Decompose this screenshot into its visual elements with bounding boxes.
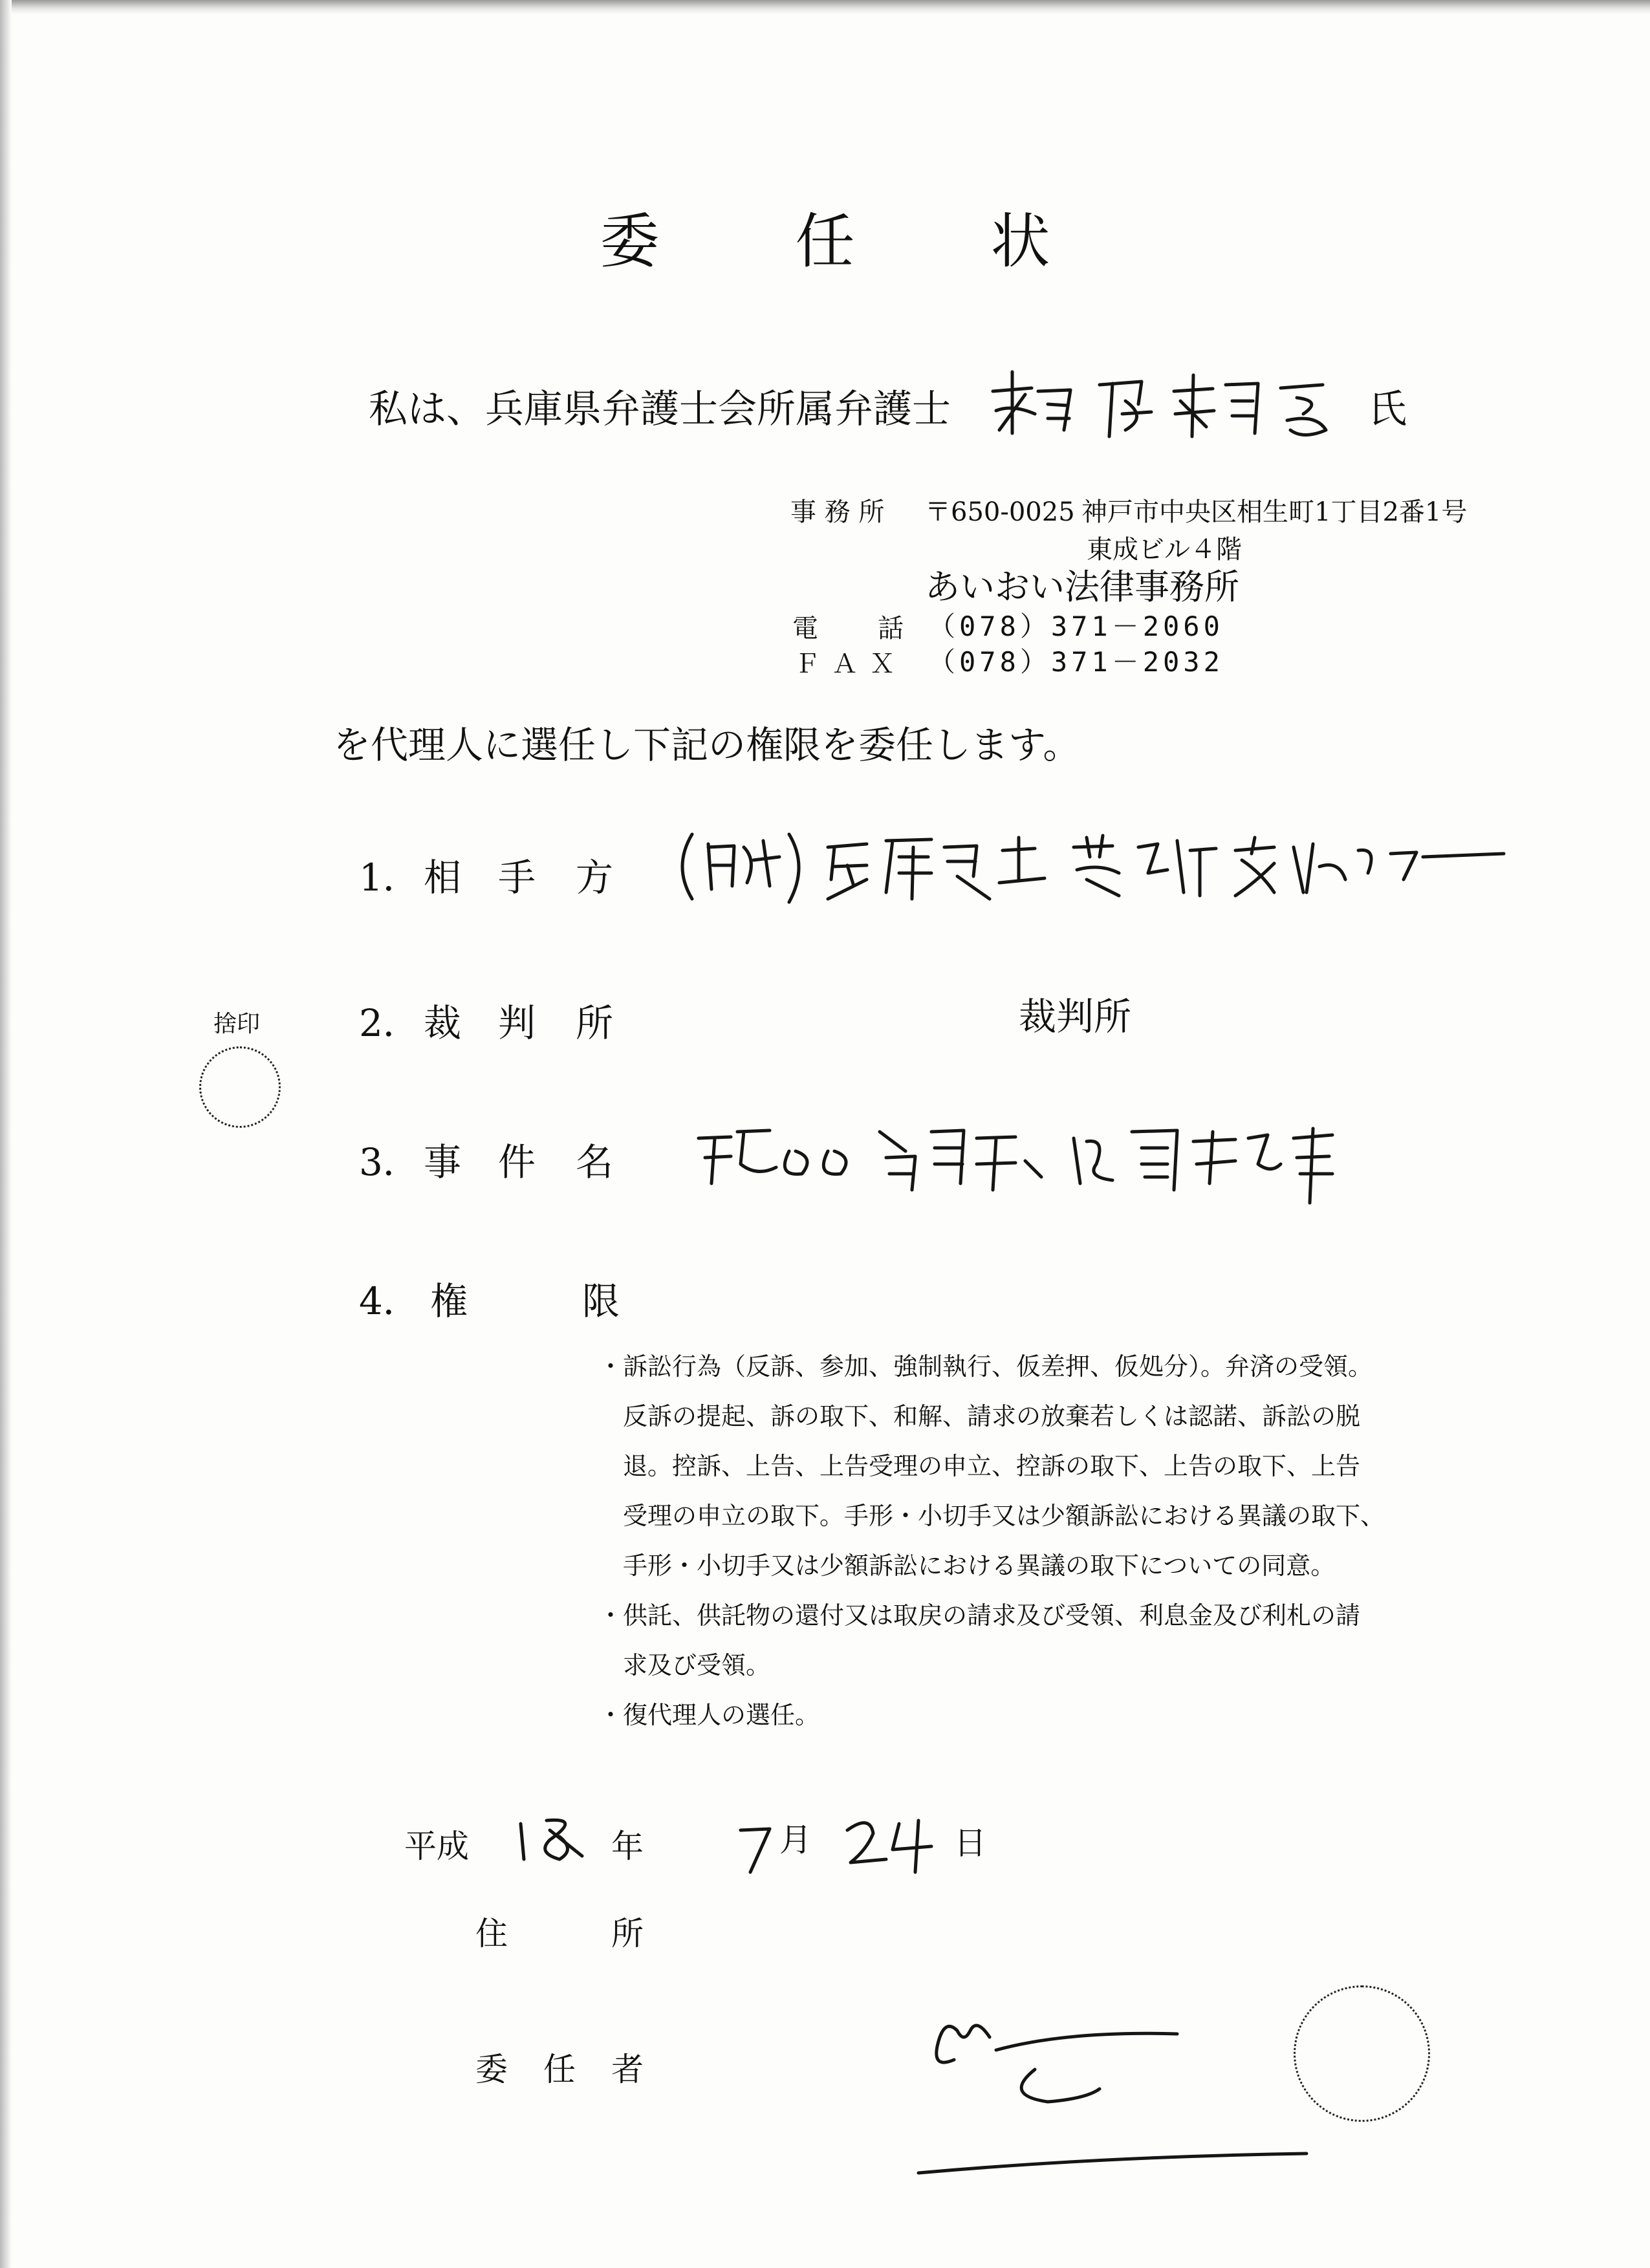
document-title — [0, 194, 1650, 279]
address-label-char-1: 住 — [475, 1915, 508, 1952]
principal-seal-circle — [1294, 1985, 1430, 2122]
powers-line-4: 受理の申立の取下。手形・小切手又は少額訴訟における異議の取下、 — [623, 1502, 1385, 1530]
item-2-label-char-1: 裁 — [424, 1001, 462, 1045]
date-month-unit: 月 — [779, 1821, 812, 1859]
principal-label-char-1: 委 — [475, 2051, 508, 2088]
fax-label: ＦＡＸ — [794, 649, 907, 679]
office-address-line2: 東成ビル４階 — [1087, 535, 1242, 565]
powers-list — [598, 1342, 1385, 1740]
date-day-unit: 日 — [954, 1824, 986, 1862]
phone-number: （078）371－2060 — [928, 610, 1224, 642]
item-3-label-char-3: 名 — [576, 1140, 614, 1184]
handwritten-attorney-name — [986, 365, 1349, 443]
powers-line-1: ・訴訟行為（反訴、参加、強制執行、仮差押、仮処分）。弁済の受領。 — [598, 1352, 1373, 1381]
item-2-label-char-2: 判 — [498, 1001, 536, 1045]
fax-number: （078）371－2032 — [928, 646, 1224, 678]
principal-label-char-3: 者 — [611, 2051, 644, 2088]
seal-circle — [199, 1046, 281, 1128]
office-name: あいおい法律事務所 — [925, 567, 1239, 607]
powers-line-7: 求及び受領。 — [623, 1651, 771, 1679]
item-1-label-char-2: 手 — [498, 856, 536, 900]
handwritten-month — [734, 1817, 779, 1875]
principal-label-char-2: 任 — [543, 2051, 576, 2088]
delegation-statement: を代理人に選任し下記の権限を委任します。 — [333, 723, 1081, 767]
item-2-label-char-3: 所 — [576, 1001, 614, 1045]
powers-line-2: 反訴の提起、訴の取下、和解、請求の放棄若しくは認諾、訴訟の脱 — [623, 1402, 1361, 1431]
date-year-unit: 年 — [611, 1828, 644, 1865]
honorific: 氏 — [1368, 387, 1407, 432]
handwritten-signature — [906, 1998, 1326, 2192]
handwritten-case-name — [692, 1112, 1384, 1209]
scan-edge-top — [0, 0, 1650, 14]
title-char-2: 任 — [795, 207, 855, 276]
item-4-label-char-2: 限 — [582, 1279, 620, 1323]
handwritten-counterparty — [673, 821, 1514, 912]
intro-text: 私は、兵庫県弁護士会所属弁護士 — [369, 387, 951, 432]
item-2-number: 2． — [359, 1001, 420, 1045]
powers-line-6: ・供託、供託物の還付又は取戻の請求及び受領、利息金及び利札の請 — [598, 1601, 1361, 1630]
item-4-number: 4． — [359, 1279, 420, 1323]
item-3-label-char-1: 事 — [424, 1140, 462, 1184]
item-1-number: 1． — [359, 856, 420, 900]
item-4-label-char-1: 権 — [430, 1279, 468, 1323]
office-address-line1: 神戸市中央区相生町1丁目2番1号 — [1081, 497, 1468, 527]
seal-label: 捨印 — [213, 1011, 261, 1037]
item-3-number: 3． — [359, 1140, 420, 1184]
address-label-char-2: 所 — [611, 1915, 644, 1952]
phone-label: 電 話 — [792, 614, 906, 643]
office-postal: 〒650-0025 — [925, 497, 1075, 527]
item-1-label-char-3: 方 — [576, 856, 614, 900]
scan-edge-left — [0, 0, 12, 2268]
powers-line-8: ・復代理人の選任。 — [598, 1701, 820, 1729]
title-char-1: 委 — [600, 207, 660, 276]
title-char-3: 状 — [990, 207, 1050, 276]
powers-line-3: 退。控訴、上告、上告受理の申立、控訴の取下、上告の取下、上告 — [623, 1452, 1361, 1480]
item-3-label-char-2: 件 — [498, 1140, 536, 1184]
date-era: 平成 — [404, 1828, 469, 1865]
handwritten-day — [841, 1811, 944, 1875]
item-2-value: 裁判所 — [1019, 995, 1132, 1039]
powers-line-5: 手形・小切手又は少額訴訟における異議の取下についての同意。 — [623, 1551, 1336, 1580]
item-1-label-char-1: 相 — [424, 856, 462, 900]
office-label: 事 務 所 — [790, 497, 885, 527]
handwritten-year — [511, 1811, 602, 1869]
